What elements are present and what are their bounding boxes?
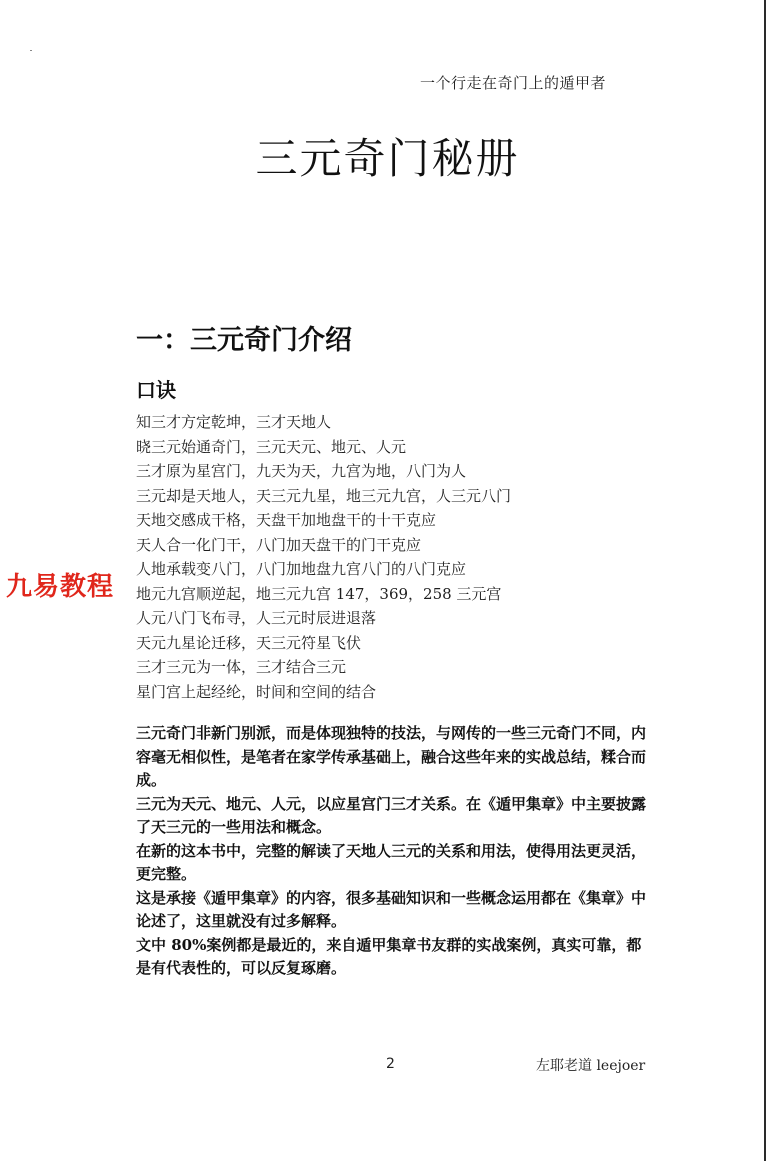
verse-line: 三才原为星宫门，九天为天，九宫为地，八门为人	[136, 462, 467, 480]
sub-heading: 口诀	[136, 378, 176, 402]
verse-line: 天地交感成干格，天盘干加地盘干的十干克应	[136, 511, 437, 529]
body-paragraph: 文中 80%案例都是最近的，来自遁甲集章书友群的实战案例，真实可靠，都是有代表性的，可以反复琢磨。	[136, 935, 642, 977]
verse-line: 星门宫上起经纶，时间和空间的结合	[136, 682, 377, 701]
body-paragraph: 这是承接《遁甲集章》的内容，很多基础知识和一些概念运用都在《集章》中论述了，这里就没有过多解释。	[136, 888, 647, 930]
verse-line: 人元八门飞布寻，人三元时辰进退落	[136, 609, 377, 627]
body-paragraph: 在新的这本书中，完整的解读了天地人三元的关系和用法，使得用法更灵活，更完整。	[136, 841, 647, 883]
watermark-logo: 九易教程	[6, 572, 115, 602]
verse-line: 三才三元为一体，三才结合三元	[136, 658, 347, 676]
body-text	[136, 722, 656, 981]
verse-line: 知三才方定乾坤，三才天地人	[136, 413, 332, 431]
page-number: 2	[386, 1056, 395, 1072]
document-title: 三元奇门秘册	[255, 134, 520, 183]
verse-line: 天元九星论迁移，天三元符星飞伏	[136, 633, 362, 652]
verse-line: 人地承载变八门，八门加地盘九宫八门的八门克应	[136, 560, 467, 578]
body-paragraph: 三元奇门非新门别派，而是体现独特的技法，与网传的一些三元奇门不同，内容毫无相似性，是笔者在家学传承基础上，融合这些年来的实战总结，糅合而成。	[136, 724, 647, 789]
verse-line: 三元却是天地人，天三元九星，地三元九宫，人三元八门	[136, 486, 512, 505]
verse-line: 地元九宫顺逆起，地三元九宫 147，369，258 三元宫	[136, 584, 502, 603]
scan-speck	[30, 50, 32, 51]
body-paragraph: 三元为天元、地元、人元，以应星宫门三才关系。在《遁甲集章》中主要披露了天三元的一些用法和概念。	[136, 794, 647, 836]
verse-line: 天人合一化门干，八门加天盘干的门干克应	[136, 535, 422, 554]
header-note: 一个行走在奇门上的遁甲者	[420, 74, 607, 92]
verse-line: 晓三元始通奇门，三元天元、地元、人元	[136, 437, 407, 456]
section-heading: 一：三元奇门介绍	[136, 325, 352, 356]
footer-author: 左耶老道 leejoer	[536, 1058, 646, 1074]
verse-list	[136, 410, 511, 704]
